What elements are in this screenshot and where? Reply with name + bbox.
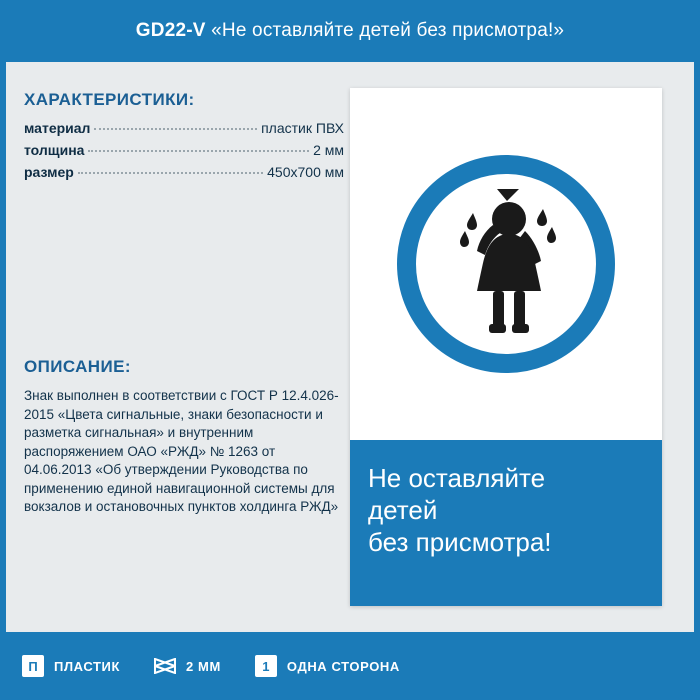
sign-caption-line-1: Не оставляйте [368,463,546,493]
footer-bar [0,632,700,700]
description-heading: ОПИСАНИЕ: [24,357,131,376]
spec-value: пластик ПВХ [261,120,344,136]
spec-value: 450х700 мм [267,164,344,180]
specs-list [24,120,344,180]
spec-row [24,120,344,136]
product-code: GD22-V [135,20,206,41]
spec-dots [88,150,309,152]
content-area [6,62,694,632]
sign-caption-line-3: без присмотра! [368,527,552,557]
specs-block [24,90,344,186]
thickness-icon-glyph [154,658,176,674]
spec-key: материал [24,120,91,136]
sign-pictogram-area [350,88,662,440]
sign-preview [350,88,662,606]
crying-child-pictogram [421,179,591,349]
footer-item-sides [255,655,400,677]
footer-label-thickness: 2 ММ [186,658,221,674]
spec-dots [94,128,257,130]
sides-icon: 1 [255,655,277,677]
page-title [136,20,564,42]
plastic-icon: П [22,655,44,677]
spec-key: размер [24,164,74,180]
sign-caption-line-2: детей [368,495,438,525]
spec-dots [78,172,263,174]
header-bar [0,0,700,62]
footer-label-material: ПЛАСТИК [54,658,121,674]
product-title: «Не оставляйте детей без присмотра!» [211,20,565,41]
specs-heading: ХАРАКТЕРИСТИКИ: [24,90,195,109]
spec-value: 2 мм [313,142,344,158]
spec-key: толщина [24,142,85,158]
description-text: Знак выполнен в соответствии с ГОСТ Р 12.4.026-2015 «Цвета сигнальные, знаки безопасности и разметка сигнальная» и внутренним распоряжением ОАО «РЖД» № 1263 от 04.06.2013 «Об утверждении Руководства по применению единой навигационной системы для вокзалов и остановочных пунктов холдинга РЖД» [24,388,339,514]
description-block [24,357,346,517]
spec-row [24,164,344,180]
footer-item-thickness [154,655,221,677]
sign-caption [350,440,662,606]
footer-label-sides: ОДНА СТОРОНА [286,658,400,674]
spec-row [24,142,344,158]
thickness-icon [154,655,176,677]
footer-item-material [22,655,120,677]
